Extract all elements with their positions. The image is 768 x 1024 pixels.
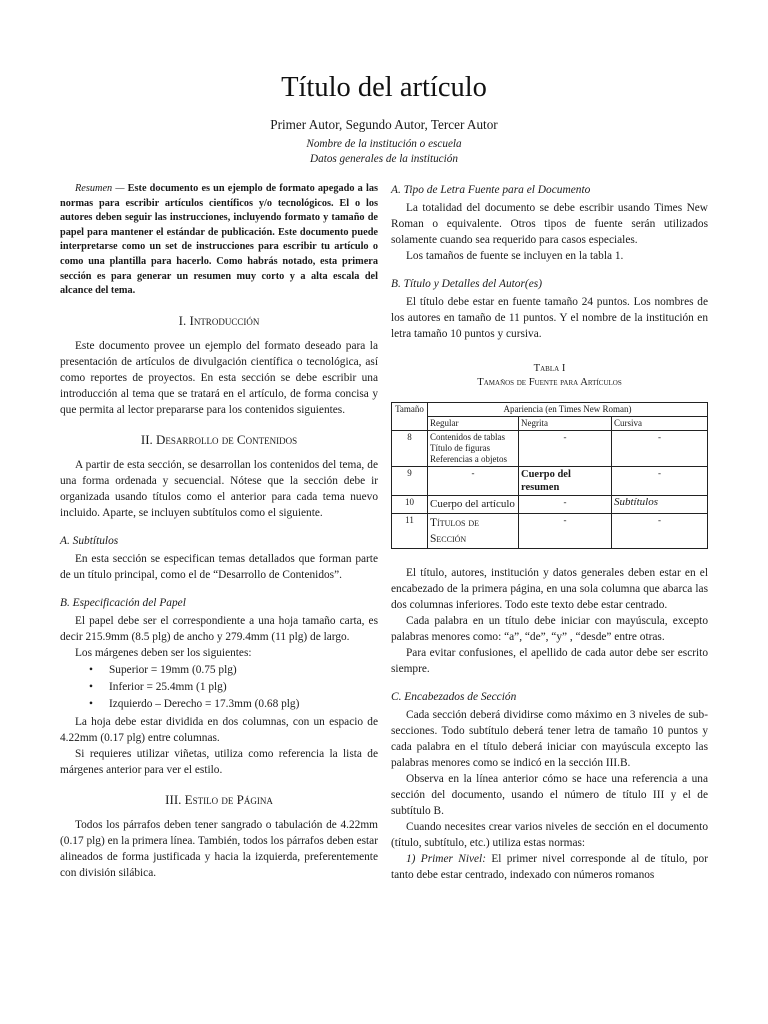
subsection-heading-subtitulos: A. Subtítulos (60, 534, 119, 547)
table-row (392, 514, 708, 549)
table-cell: - (519, 514, 612, 549)
list-item: • Izquierdo – Derecho = 17.3mm (0.68 plg) (89, 696, 378, 713)
table-cell: - (519, 431, 612, 467)
paragraph: Todos los párrafos deben tener sangrado o tabulación de 4.22mm (0.17 plg) en la primera línea. También, todos los párrafos deben estar alineados de forma justificada y hacia la izquierda, preferentemente con división silábica. (60, 818, 378, 879)
table-caption-number: Tabla I (533, 363, 566, 374)
level-label: 1) Primer Nivel: (406, 853, 486, 865)
bullet-icon: • (89, 697, 93, 710)
paragraph: Cuando necesites crear varios niveles de sección en el documento (título, subtítulo, etc.) utiliza estas normas: (391, 821, 708, 849)
paragraph: Observa en la línea anterior cómo se hace una referencia a una sección del documento, usando el número de título III y el de subtítulo B. (391, 773, 708, 817)
table-cell: - (612, 431, 708, 467)
list-item: • Inferior = 25.4mm (1 plg) (89, 679, 378, 696)
paragraph: En esta sección se especifican temas detallados que forman parte de un título principal, como el de “Desarrollo de Contenidos”. (60, 552, 378, 581)
paragraph: La totalidad del documento se debe escribir usando Times New Roman o equivalente. Otros tipos de fuente serán utilizados solamente cuando sea requerido para casos especiales. (391, 202, 708, 246)
table-header-cell: Apariencia (en Times New Roman) (428, 403, 708, 417)
table-header-cell: Cursiva (612, 417, 708, 431)
table-cell: 9 (392, 467, 428, 496)
margin-list (60, 662, 378, 713)
paragraph: Los márgenes deben ser los siguientes: (75, 646, 252, 659)
table-cell: - (519, 496, 612, 514)
abstract-label: Resumen — (75, 183, 125, 194)
table-cell: Subtítulos (612, 496, 708, 514)
table-cell: - (612, 514, 708, 549)
table-header-cell: Negrita (519, 417, 612, 431)
table-cell: Títulos de Sección (428, 514, 519, 549)
section-heading-desarrollo: II. Desarrollo de Contenidos (140, 431, 298, 447)
table-cell: 10 (392, 496, 428, 514)
table-cell: - (612, 467, 708, 496)
paragraph: Los tamaños de fuente se incluyen en la tabla 1. (406, 250, 624, 262)
bullet-icon: • (89, 680, 93, 693)
table-header-cell: Regular (428, 417, 519, 431)
subsection-heading-encabezados: C. Encabezados de Sección (391, 691, 517, 703)
abstract-text: Este documento es un ejemplo de formato apegado a las normas para escribir artículos científicos y/o tecnológicos. El o los autores deben seguir las instrucciones, incluyendo formato y tamaño de papel para mantener el estándar de publicación. Este documento puede interpretarse como un set de instrucciones para escribir tu artículo o como una plantilla para hacerlo. Como habrás notado, esta primera sección es para generar un resumen muy corto y a alta escala del alcance del tema. (60, 183, 378, 297)
table-header-row (392, 417, 708, 431)
article-title: Título del artículo (281, 72, 487, 103)
paragraph: Este documento provee un ejemplo del formato deseado para la presentación de artículos de divulgación científica o tecnológica, así como reportes de proyectos. En esta sección se debe escribir una introducción al tema que se tratará en el artículo, de forma concisa y que permita al lector prepararse para los contenidos siguientes. (60, 339, 378, 416)
paragraph: Cada palabra en un título debe iniciar con mayúscula, excepto palabras menores como: “a”, “de”, “y” , “desde” entre otras. (391, 615, 708, 643)
subsection-heading-papel: B. Especificación del Papel (60, 596, 186, 609)
paragraph: Para evitar confusiones, el apellido de cada autor debe ser escrito siempre. (391, 647, 708, 675)
institution-details: Datos generales de la institución (310, 153, 458, 165)
table-row (392, 496, 708, 514)
table-cell: 8 (392, 431, 428, 467)
bullet-icon: • (89, 663, 93, 676)
paragraph: El papel debe ser el correspondiente a una hoja tamaño carta, es decir 215.9mm (8.5 plg) de ancho y 279.4mm (11 plg) de largo. (60, 614, 378, 643)
table-caption-title: Tamaños de Fuente para Artículos (477, 377, 622, 388)
table-cell: Cuerpo del artículo (428, 496, 519, 514)
paragraph: La hoja debe estar dividida en dos columnas, con un espacio de 4.22mm (0.17 plg) entre columnas. (60, 715, 378, 744)
paragraph: Si requieres utilizar viñetas, utiliza como referencia la lista de márgenes anterior para ver el estilo. (60, 747, 378, 776)
table-cell: Contenidos de tablas Título de figuras Referencias a objetos (428, 431, 519, 467)
institution-name: Nombre de la institución o escuela (306, 138, 462, 150)
paragraph: Cada sección deberá dividirse como máximo en 3 niveles de sub-secciones. Todo subtítulo deberá tener letra de tamaño 10 puntos y cada palabra en el título deberá iniciar con mayúscula excepto las palabras menores como se indicó en la sección III.B. (391, 709, 708, 769)
section-heading-introduccion: I. Introducción (178, 312, 260, 328)
section-heading-estilo-pagina: III. Estilo de Página (165, 791, 273, 807)
paragraph: A partir de esta sección, se desarrollan los contenidos del tema, de una forma ordenada y secuencial. Nótese que la sección debe ir organizada usando títulos como el anterior para cada tema nuevo incluido. Aparte, se incluyen subtítulos como el siguiente. (60, 458, 378, 519)
paragraph: 1) Primer Nivel: El primer nivel corresponde al de título, por tanto debe estar centrado, indexado con números romanos (391, 853, 708, 881)
right-column (391, 182, 708, 883)
table-cell: 11 (392, 514, 428, 549)
abstract (60, 182, 378, 299)
table-row (392, 431, 708, 467)
list-item: • Superior = 19mm (0.75 plg) (89, 662, 378, 679)
font-size-table (391, 402, 708, 549)
subsection-heading-tipo-letra: A. Tipo de Letra Fuente para el Documento (391, 184, 591, 196)
author-list: Primer Autor, Segundo Autor, Tercer Autor (270, 117, 498, 132)
table-cell: Cuerpo del resumen (519, 467, 612, 496)
table-header-row (392, 403, 708, 417)
left-column (60, 182, 378, 881)
subsection-heading-titulo-autor: B. Título y Detalles del Autor(es) (391, 278, 543, 290)
table-row (392, 467, 708, 496)
paragraph: El título debe estar en fuente tamaño 24 puntos. Los nombres de los autores en tamaño de 11 puntos. Y el nombre de la institución en letra tamaño 10 puntos y cursiva. (391, 296, 708, 340)
paragraph: El título, autores, institución y datos generales deben estar en el encabezado de la primera página, en una sola columna que abarca las dos columnas inferiores. Todo este texto debe estar centrado. (391, 567, 708, 611)
table-cell: - (428, 467, 519, 496)
table-header-cell: Tamaño (392, 403, 428, 431)
